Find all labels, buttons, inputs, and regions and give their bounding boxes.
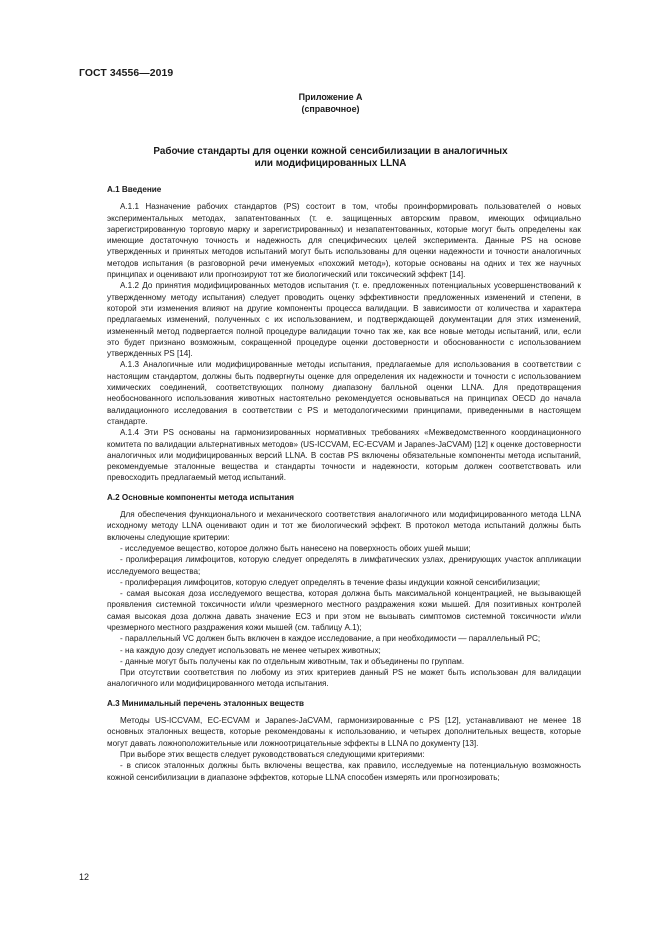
section-heading-a3: А.3 Минимальный перечень эталонных веществ [107, 698, 304, 708]
paragraph-a3-1: Методы US-ICCVAM, EC-ECVAM и Japanes-JaCVAM, гармонизированные с PS [12], устанавливают не менее 18 основных эталонных веществ, которые рекомендованы к использованию, и четырех дополнительных веществ, которые могут давать ложноположительные или ложноотрицательные эффекты в LLNA по документу [13]. [107, 716, 581, 748]
list-item: - пролиферация лимфоцитов, которую следует определять в лимфатических узлах, дренирующих участок аппликации исследуемого вещества; [107, 555, 581, 576]
paragraph-a2-outro: При отсутствии соответствия по любому из этих критериев данный PS не может быть использован для валидации аналогичного или модифицированного метода испытания. [107, 668, 581, 689]
page-number: 12 [79, 872, 90, 882]
section-heading-a2: А.2 Основные компоненты метода испытания [107, 492, 295, 502]
paragraph-a1-3: А.1.3 Аналогичные или модифицированные методы испытания, предлагаемые для использования в соответствии с настоящим стандартом, должны быть подвергнуты оценке для определения их надежности и точности с использованием химических соединений, соответствующих полному диапазону балльной оценки LLNA. Для предотвращения необоснованного использования животных настоятельно рекомендуется основываться на принципах OECD до начала валидационного исследования в соответствии с PS и методологическими принципами, приведенными в настоящем стандарте. [107, 360, 581, 426]
document-code: ГОСТ 34556—2019 [79, 68, 174, 79]
annex-title: Приложение А [298, 92, 363, 102]
paragraph-a3-2: При выборе этих веществ следует руководствоваться следующими критериями: [120, 749, 425, 759]
list-item: - самая высокая доза исследуемого вещества, которая должна быть максимальной концентрацией, не вызывающей проявления системной токсичности и/или чрезмерного местного раздражения кожи мышей. Для позитивных контролей самая высокая доза должна давать значение EC3 и при этом не вызывать симптомов системной токсичности и/или чрезмерного местного раздражения кожи мышей (см. таблицу А.1); [107, 589, 581, 632]
list-item: - на каждую дозу следует использовать не менее четырех животных; [120, 645, 381, 655]
list-item: - пролиферация лимфоцитов, которую следует определять в течение фазы индукции кожной сенсибилизации; [120, 577, 541, 587]
main-title-line2: или модифицированных LLNA [254, 158, 407, 170]
document-body [107, 184, 581, 783]
paragraph-a1-4: А.1.4 Эти PS основаны на гармонизированных нормативных требованиях «Межведомственного координационного комитета по валидации альтернативных методов» (US-ICCVAM, EC-ECVAM и Japanes-JaCVAM) [12] к оценке достоверности аналогичных или модифицированных версий LLNA. В состав PS включены обязательные компоненты метода испытаний, рекомендуемые эталонные вещества и стандарты точности и надежности, которым должен соответствовать или превосходить предлагаемый метод испытаний. [107, 428, 581, 483]
main-title-line1: Рабочие стандарты для оценки кожной сенсибилизации в аналогичных [153, 146, 508, 157]
section-heading-a1: А.1 Введение [107, 185, 162, 194]
annex-block [0, 92, 661, 115]
annex-subtitle: (справочное) [301, 103, 360, 114]
paragraph-a1-2: А.1.2 До принятия модифицированных методов испытания (т. е. предложенных потенциальных усовершенствований к утвержденному методу испытания) следует проводить оценку эффективности предложенных изменений и степени, в которой эти изменения влияют на другие компоненты процесса валидации. В зависимости от количества и характера предлагаемых изменений, полученных с их использованием, и подтверждающей документации для этих изменений, измененный метод подвергается полной процедуре валидации точно так же, как все новые методы испытаний, или, если это будет признано возможным, сокращенной процедуре оценки достоверности и обоснованности с использованием утвержденных PS [14]. [107, 281, 581, 359]
list-item: - данные могут быть получены как по отдельным животным, так и объединены по группам. [120, 656, 465, 666]
annex-main-title [0, 146, 661, 171]
list-item: - в список эталонных должны быть включены вещества, как правило, исследуемые на потенциальную возможность кожной сенсибилизации в диапазоне эффектов, которые LLNA способен измерять или прогнозировать; [107, 761, 581, 782]
paragraph-a2-intro: Для обеспечения функционального и механического соответствия аналогичного или модифицированного метода LLNA исходному методу LLNA оценивают один и тот же биологический эффект. В протокол метода испытаний должны быть включены следующие критерии: [107, 510, 581, 542]
list-item: - параллельный VC должен быть включен в каждое исследование, а при необходимости — параллельный PC; [120, 634, 541, 644]
paragraph-a1-1: А.1.1 Назначение рабочих стандартов (PS) состоит в том, чтобы проинформировать пользователей о новых экспериментальных методах, запатентованных (т. е. защищенных авторским правом, имеющих официально зарегистрированную торговую марку и зарегистрированных) и незапатентованных, которые могут быть определены как имеющие достаточную точность и надежность для специфических целей эксперимента. Данные PS на основе утвержденных и принятых методов испытаний могут быть использованы для оценки надежности и точности аналогичных методов испытания (в разговорной речи именуемых «похожий метод»), которые основаны на одних и тех же научных принципах и оценивают или прогнозируют тот же биологический или токсический эффект [14]. [107, 202, 581, 280]
list-item: - исследуемое вещество, которое должно быть нанесено на поверхность обоих ушей мыши; [120, 543, 471, 553]
